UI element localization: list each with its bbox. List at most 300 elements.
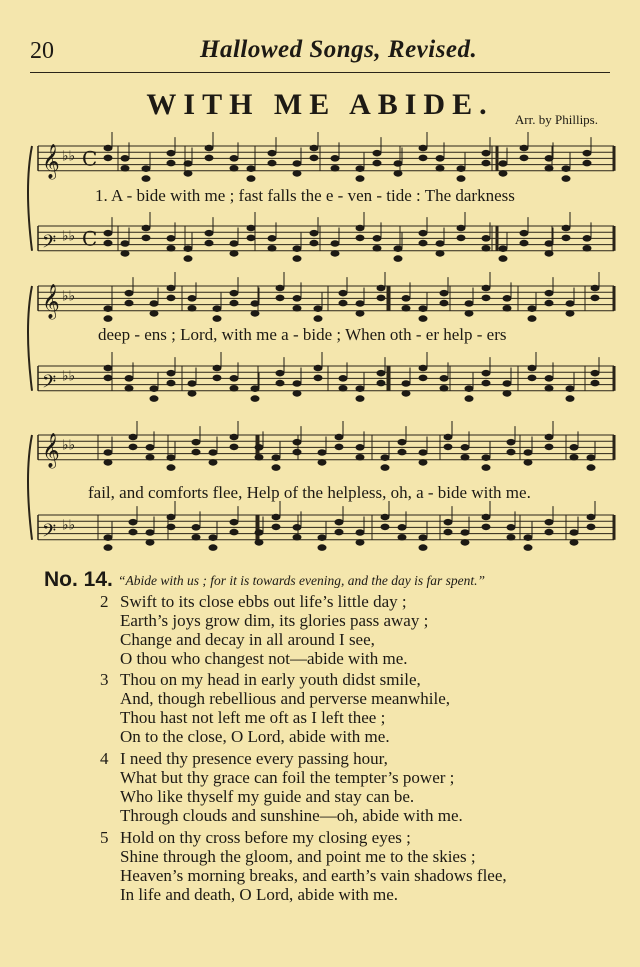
note-head (293, 161, 301, 167)
note-head (213, 306, 221, 312)
note-head (507, 449, 515, 455)
note-head (465, 396, 473, 402)
note-head (251, 386, 259, 392)
note-head (167, 455, 175, 461)
note-head (331, 251, 339, 257)
note-head (461, 445, 469, 451)
note-head (482, 514, 490, 520)
note-head (251, 311, 259, 317)
note-head (310, 145, 318, 151)
stanza-line: Thou on my head in early youth didst smile, (120, 670, 421, 689)
bass-clef-icon: 𝄢 (42, 371, 57, 397)
stanza-line: Through clouds and sunshine—oh, abide with me. (120, 806, 463, 825)
note-head (209, 460, 217, 466)
note-head (545, 529, 553, 535)
note-head (545, 241, 553, 247)
note-head (230, 241, 238, 247)
note-head (398, 439, 406, 445)
note-head (230, 251, 238, 257)
note-head (247, 176, 255, 182)
note-head (356, 301, 364, 307)
note-head (457, 176, 465, 182)
note-head (104, 230, 112, 236)
note-head (419, 240, 427, 246)
note-head (482, 236, 490, 242)
note-head (293, 296, 301, 302)
note-head (142, 235, 150, 241)
note-head (335, 529, 343, 535)
note-head (150, 301, 158, 307)
note-head (335, 434, 343, 440)
note-head (545, 290, 553, 296)
note-head (125, 376, 133, 382)
note-head (457, 166, 465, 172)
note-head (587, 465, 595, 471)
stanza-line: I need thy presence every passing hour, (120, 749, 388, 768)
note-head (268, 245, 276, 251)
note-head (272, 465, 280, 471)
note-head (121, 251, 129, 257)
note-head (205, 240, 213, 246)
note-head (503, 381, 511, 387)
note-head (520, 230, 528, 236)
note-head (570, 540, 578, 546)
note-head (213, 375, 221, 381)
note-head (230, 434, 238, 440)
note-head (461, 454, 469, 460)
note-head (465, 301, 473, 307)
note-head (184, 246, 192, 252)
note-head (444, 444, 452, 450)
note-head (482, 524, 490, 530)
note-head (482, 150, 490, 156)
note-head (230, 444, 238, 450)
note-head (314, 365, 322, 371)
note-head (268, 150, 276, 156)
note-head (591, 380, 599, 386)
common-time-icon: C (82, 146, 98, 171)
note-head (373, 160, 381, 166)
note-head (356, 225, 364, 231)
stanza-number: 3 (100, 670, 109, 689)
note-head (419, 230, 427, 236)
note-head (272, 455, 280, 461)
treble-clef-icon: 𝄞 (42, 283, 60, 319)
note-head (188, 391, 196, 397)
note-head (419, 535, 427, 541)
note-head (528, 375, 536, 381)
note-head (482, 380, 490, 386)
stanza-line: Hold on thy cross before my closing eyes ; (120, 828, 411, 847)
note-head (121, 165, 129, 171)
note-head (209, 545, 217, 551)
note-head (125, 300, 133, 306)
note-head (318, 460, 326, 466)
note-head (129, 519, 137, 525)
system-brace (28, 435, 32, 540)
stanza-line: Swift to its close ebbs out life’s little day ; (120, 592, 407, 611)
note-head (402, 305, 410, 311)
note-head (356, 396, 364, 402)
note-head (184, 171, 192, 177)
bass-clef-icon: 𝄢 (42, 231, 57, 257)
note-head (146, 540, 154, 546)
note-head (213, 365, 221, 371)
note-head (104, 316, 112, 322)
note-head (314, 306, 322, 312)
note-head (444, 519, 452, 525)
note-head (566, 301, 574, 307)
note-head (356, 235, 364, 241)
note-head (461, 530, 469, 536)
note-head (276, 295, 284, 301)
note-head (339, 385, 347, 391)
note-head (402, 381, 410, 387)
note-head (444, 529, 452, 535)
bass-clef-icon: 𝄢 (42, 520, 57, 546)
note-head (230, 385, 238, 391)
stanza-number: 5 (100, 828, 109, 847)
note-head (482, 285, 490, 291)
note-head (293, 439, 301, 445)
note-head (373, 150, 381, 156)
note-head (394, 256, 402, 262)
flat-icon: ♭♭ (62, 437, 76, 454)
note-head (167, 380, 175, 386)
note-head (482, 465, 490, 471)
note-head (377, 295, 385, 301)
note-head (104, 365, 112, 371)
header-rule (30, 72, 610, 73)
lyrics-system-1: 1. A - bide with me ; fast falls the e - ven - tide : The darkness (95, 186, 515, 205)
note-head (167, 295, 175, 301)
note-head (167, 150, 175, 156)
note-head (293, 381, 301, 387)
note-head (524, 450, 532, 456)
note-head (129, 529, 137, 535)
note-head (230, 376, 238, 382)
lyrics-system-2: deep - ens ; Lord, with me a - bide ; When oth - er help - ers (98, 325, 507, 344)
note-head (293, 525, 301, 531)
note-head (339, 376, 347, 382)
note-head (142, 225, 150, 231)
note-head (167, 160, 175, 166)
note-head (373, 236, 381, 242)
note-head (398, 525, 406, 531)
note-head (121, 156, 129, 162)
note-head (339, 300, 347, 306)
note-head (524, 545, 532, 551)
note-head (545, 376, 553, 382)
note-head (104, 450, 112, 456)
note-head (528, 306, 536, 312)
stanza-number: 4 (100, 749, 109, 768)
note-head (482, 370, 490, 376)
note-head (230, 300, 238, 306)
note-head (528, 316, 536, 322)
note-head (356, 445, 364, 451)
note-head (587, 524, 595, 530)
note-head (205, 230, 213, 236)
note-head (167, 285, 175, 291)
note-head (129, 434, 137, 440)
note-head (436, 251, 444, 257)
note-head (583, 245, 591, 251)
note-head (213, 316, 221, 322)
note-head (247, 166, 255, 172)
note-head (482, 455, 490, 461)
note-head (583, 236, 591, 242)
note-head (188, 296, 196, 302)
hymn-number: No. 14. (44, 568, 113, 591)
note-head (339, 290, 347, 296)
note-head (192, 449, 200, 455)
note-head (146, 454, 154, 460)
stanza-line: On to the close, O Lord, abide with me. (120, 727, 390, 746)
note-head (293, 391, 301, 397)
stanza-line: In life and death, O Lord, abide with me. (120, 885, 399, 904)
note-head (419, 316, 427, 322)
note-head (356, 176, 364, 182)
note-head (230, 529, 238, 535)
note-head (587, 514, 595, 520)
note-head (503, 305, 511, 311)
treble-clef-icon: 𝄞 (42, 432, 60, 468)
note-head (356, 166, 364, 172)
note-head (507, 525, 515, 531)
note-head (318, 545, 326, 551)
flat-icon: ♭♭ (62, 148, 76, 165)
note-head (499, 161, 507, 167)
note-head (373, 245, 381, 251)
stanza-line: O thou who changest not—abide with me. (120, 649, 408, 668)
stanza-line: What but thy grace can foil the tempter’s power ; (120, 768, 455, 787)
treble-clef-icon: 𝄞 (42, 143, 60, 179)
note-head (591, 295, 599, 301)
note-head (142, 176, 150, 182)
note-head (331, 165, 339, 171)
stanza-line: Thou hast not left me oft as I left thee ; (120, 708, 386, 727)
note-head (436, 241, 444, 247)
note-head (381, 455, 389, 461)
note-head (129, 444, 137, 450)
note-head (251, 301, 259, 307)
note-head (104, 460, 112, 466)
note-head (255, 530, 263, 536)
note-head (545, 385, 553, 391)
flat-icon: ♭♭ (62, 228, 76, 245)
note-head (293, 534, 301, 540)
note-head (104, 545, 112, 551)
note-head (570, 530, 578, 536)
note-head (419, 460, 427, 466)
note-head (192, 439, 200, 445)
note-head (566, 311, 574, 317)
note-head (440, 385, 448, 391)
note-head (524, 460, 532, 466)
page-number: 20 (30, 38, 54, 64)
note-head (377, 380, 385, 386)
note-head (398, 449, 406, 455)
note-head (377, 370, 385, 376)
note-head (209, 450, 217, 456)
note-head (381, 465, 389, 471)
note-head (255, 454, 263, 460)
note-head (419, 365, 427, 371)
note-head (457, 225, 465, 231)
flat-icon: ♭♭ (62, 368, 76, 385)
note-head (293, 246, 301, 252)
note-head (310, 230, 318, 236)
stanza-line: Change and decay in all around I see, (120, 630, 375, 649)
note-head (520, 145, 528, 151)
note-head (146, 530, 154, 536)
note-head (314, 316, 322, 322)
note-head (125, 385, 133, 391)
note-head (247, 235, 255, 241)
note-head (335, 519, 343, 525)
note-head (402, 296, 410, 302)
note-head (205, 155, 213, 161)
note-head (419, 145, 427, 151)
note-head (356, 454, 364, 460)
note-head (503, 391, 511, 397)
note-head (293, 449, 301, 455)
note-head (268, 160, 276, 166)
note-head (545, 251, 553, 257)
note-head (230, 290, 238, 296)
note-head (121, 241, 129, 247)
note-head (335, 444, 343, 450)
note-head (562, 176, 570, 182)
note-head (104, 155, 112, 161)
note-head (276, 370, 284, 376)
note-head (331, 241, 339, 247)
note-head (482, 160, 490, 166)
note-head (230, 156, 238, 162)
flat-icon: ♭♭ (62, 288, 76, 305)
note-head (562, 235, 570, 241)
note-head (167, 370, 175, 376)
note-head (104, 535, 112, 541)
note-head (146, 445, 154, 451)
note-head (461, 540, 469, 546)
note-head (444, 434, 452, 440)
note-head (465, 386, 473, 392)
note-head (318, 535, 326, 541)
note-head (356, 311, 364, 317)
note-head (499, 171, 507, 177)
note-head (394, 171, 402, 177)
running-head: Hallowed Songs, Revised. (200, 36, 478, 63)
note-head (255, 540, 263, 546)
note-head (104, 240, 112, 246)
note-head (104, 306, 112, 312)
flat-icon: ♭♭ (62, 517, 76, 534)
note-head (402, 391, 410, 397)
note-head (167, 524, 175, 530)
note-head (440, 290, 448, 296)
note-head (419, 450, 427, 456)
stanza-line: Shine through the gloom, and point me to the skies ; (120, 847, 476, 866)
note-head (587, 455, 595, 461)
note-head (545, 156, 553, 162)
note-head (520, 155, 528, 161)
note-head (545, 519, 553, 525)
note-head (545, 444, 553, 450)
arranger-credit: Arr. by Phillips. (514, 112, 598, 127)
note-head (184, 256, 192, 262)
note-head (331, 156, 339, 162)
note-head (104, 145, 112, 151)
note-head (545, 434, 553, 440)
stanza-line: And, though rebellious and perverse meanwhile, (120, 689, 450, 708)
note-head (545, 300, 553, 306)
note-head (293, 256, 301, 262)
note-head (268, 236, 276, 242)
note-head (125, 290, 133, 296)
note-head (276, 380, 284, 386)
note-head (436, 156, 444, 162)
note-head (230, 165, 238, 171)
note-head (293, 305, 301, 311)
note-head (314, 375, 322, 381)
note-head (167, 236, 175, 242)
note-head (457, 235, 465, 241)
note-head (209, 535, 217, 541)
stanza-line: Who like thyself my guide and stay can be. (120, 787, 415, 806)
note-head (356, 386, 364, 392)
note-head (528, 365, 536, 371)
system-brace (28, 286, 32, 391)
note-head (524, 535, 532, 541)
note-head (205, 145, 213, 151)
note-head (570, 454, 578, 460)
note-head (230, 519, 238, 525)
note-head (419, 375, 427, 381)
note-head (167, 245, 175, 251)
note-head (356, 540, 364, 546)
note-head (188, 305, 196, 311)
note-head (142, 166, 150, 172)
note-head (104, 375, 112, 381)
note-head (310, 240, 318, 246)
note-head (566, 396, 574, 402)
note-head (499, 256, 507, 262)
note-head (318, 450, 326, 456)
common-time-icon: C (82, 226, 98, 251)
note-head (419, 155, 427, 161)
note-head (394, 161, 402, 167)
note-head (507, 534, 515, 540)
note-head (436, 165, 444, 171)
system-brace (28, 146, 32, 251)
note-head (465, 311, 473, 317)
note-head (591, 370, 599, 376)
note-head (150, 396, 158, 402)
note-head (398, 534, 406, 540)
note-head (310, 155, 318, 161)
note-head (482, 245, 490, 251)
lyrics-system-3: fail, and comforts flee, Help of the helpless, oh, a - bide with me. (88, 483, 531, 502)
note-head (377, 285, 385, 291)
note-head (591, 285, 599, 291)
note-head (356, 530, 364, 536)
note-head (440, 376, 448, 382)
note-head (184, 161, 192, 167)
note-head (293, 171, 301, 177)
note-head (440, 300, 448, 306)
